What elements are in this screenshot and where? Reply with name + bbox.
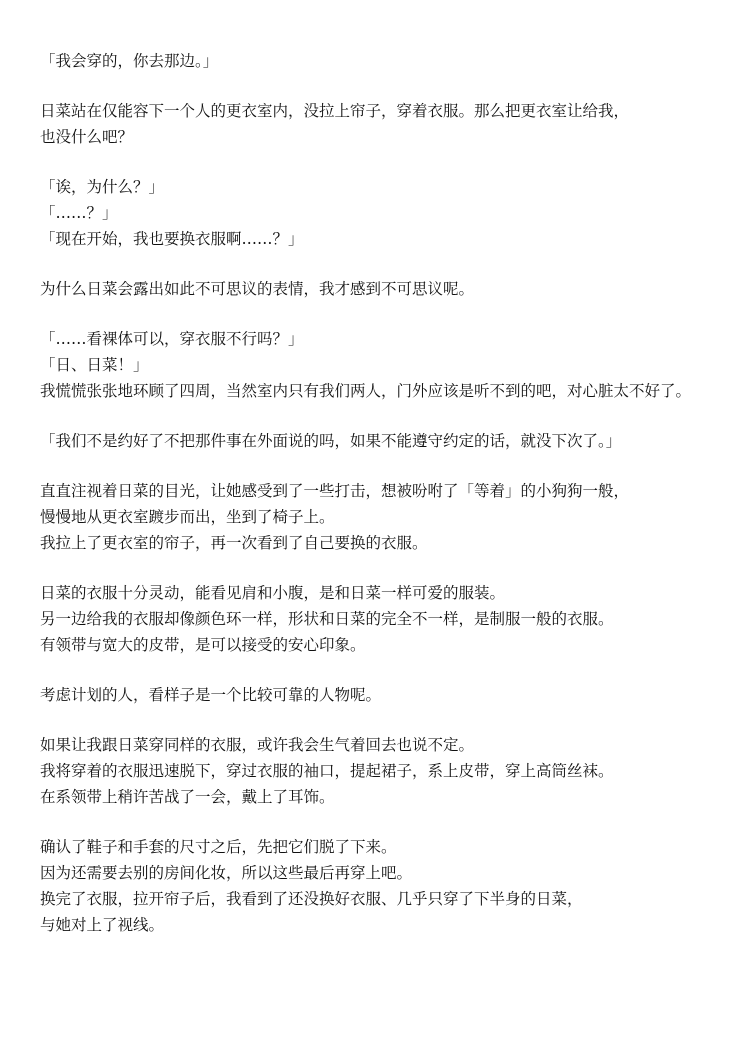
paragraph xyxy=(40,98,720,150)
text-line: 「现在开始，我也要换衣服啊……？」 xyxy=(40,230,304,248)
paragraph xyxy=(40,834,720,938)
paragraph xyxy=(40,478,720,556)
text-line: 另一边给我的衣服却像颜色环一样，形状和日菜的完全不一样，是制服一般的衣服。 xyxy=(40,610,614,628)
text-line: 「……？」 xyxy=(40,204,118,222)
paragraph xyxy=(40,682,720,708)
paragraph xyxy=(40,580,720,658)
text-line: 我慌慌张张地环顾了四周，当然室内只有我们两人，门外应该是听不到的吧，对心脏太不好了。 xyxy=(40,382,692,400)
text-line: 我拉上了更衣室的帘子，再一次看到了自己要换的衣服。 xyxy=(40,534,428,552)
text-line: 我将穿着的衣服迅速脱下，穿过衣服的袖口，提起裙子，系上皮带，穿上高筒丝袜。 xyxy=(40,762,614,780)
text-line: 「日、日菜！」 xyxy=(40,356,149,374)
document-body xyxy=(40,48,720,962)
text-line: 换完了衣服，拉开帘子后，我看到了还没换好衣服、几乎只穿了下半身的日菜， xyxy=(40,890,583,908)
paragraph xyxy=(40,428,720,454)
text-line: 日菜站在仅能容下一个人的更衣室内，没拉上帘子，穿着衣服。那么把更衣室让给我， xyxy=(40,102,630,120)
text-line: 在系领带上稍许苦战了一会，戴上了耳饰。 xyxy=(40,788,335,806)
text-line: 确认了鞋子和手套的尺寸之后，先把它们脱了下来。 xyxy=(40,838,397,856)
text-line: 「……看裸体可以，穿衣服不行吗？」 xyxy=(40,330,304,348)
text-line: 有领带与宽大的皮带，是可以接受的安心印象。 xyxy=(40,636,366,654)
text-line: 为什么日菜会露出如此不可思议的表情，我才感到不可思议呢。 xyxy=(40,280,475,298)
paragraph xyxy=(40,326,720,404)
text-line: 「我会穿的，你去那边。」 xyxy=(40,52,219,70)
text-line: 慢慢地从更衣室踱步而出，坐到了椅子上。 xyxy=(40,508,335,526)
paragraph xyxy=(40,276,720,302)
text-line: 与她对上了视线。 xyxy=(40,916,165,934)
text-line: 日菜的衣服十分灵动，能看见肩和小腹，是和日菜一样可爱的服装。 xyxy=(40,584,506,602)
text-line: 直直注视着日菜的目光，让她感受到了一些打击，想被吩咐了「等着」的小狗狗一般， xyxy=(40,482,630,500)
text-line: 如果让我跟日菜穿同样的衣服，或许我会生气着回去也说不定。 xyxy=(40,736,475,754)
text-line: 也没什么吧？ xyxy=(40,128,134,146)
paragraph xyxy=(40,732,720,810)
text-line: 「诶，为什么？」 xyxy=(40,178,165,196)
text-line: 因为还需要去别的房间化妆，所以这些最后再穿上吧。 xyxy=(40,864,413,882)
paragraph xyxy=(40,174,720,252)
paragraph xyxy=(40,48,720,74)
text-line: 考虑计划的人，看样子是一个比较可靠的人物呢。 xyxy=(40,686,382,704)
text-line: 「我们不是约好了不把那件事在外面说的吗，如果不能遵守约定的话，就没下次了。」 xyxy=(40,432,622,450)
